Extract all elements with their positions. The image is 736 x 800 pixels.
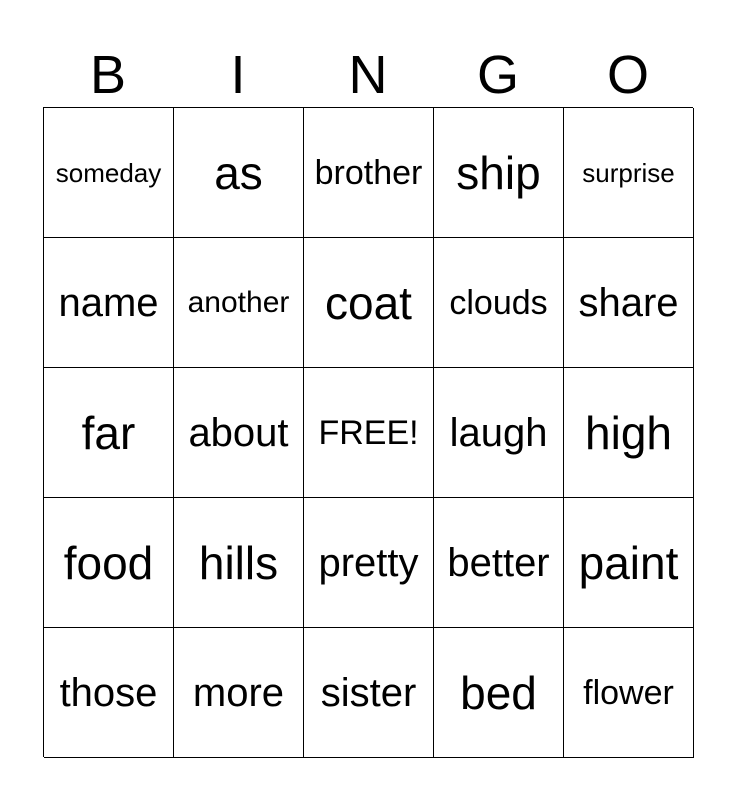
cell-word: share: [578, 280, 679, 325]
bingo-cell-r3-c2[interactable]: [174, 368, 304, 498]
header-letter-b: B: [89, 45, 127, 105]
bingo-cell-r5-c1[interactable]: [44, 628, 174, 758]
cell-word: more: [192, 670, 285, 715]
cell-word: someday: [55, 157, 162, 188]
bingo-cell-r2-c3[interactable]: [304, 238, 434, 368]
bingo-cell-r1-c1[interactable]: [44, 108, 174, 238]
cell-word: high: [585, 406, 672, 459]
cell-word: laugh: [449, 410, 548, 455]
bingo-cell-r5-c5[interactable]: [564, 628, 694, 758]
cell-word: name: [58, 280, 159, 325]
bingo-cell-r1-c4[interactable]: [434, 108, 564, 238]
bingo-cell-r2-c1[interactable]: [44, 238, 174, 368]
header-letter-n: N: [348, 45, 388, 105]
header-letter-g: G: [476, 45, 519, 105]
bingo-cell-r2-c4[interactable]: [434, 238, 564, 368]
bingo-cell-r5-c3[interactable]: [304, 628, 434, 758]
bingo-cell-r4-c1[interactable]: [44, 498, 174, 628]
cell-word: better: [447, 540, 550, 585]
cell-word: food: [63, 536, 154, 589]
cell-word: paint: [578, 536, 679, 589]
bingo-cell-r5-c2[interactable]: [174, 628, 304, 758]
bingo-cell-r2-c5[interactable]: [564, 238, 694, 368]
bingo-cell-r5-c4[interactable]: [434, 628, 564, 758]
bingo-cell-r4-c3[interactable]: [304, 498, 434, 628]
bingo-cell-r1-c2[interactable]: [174, 108, 304, 238]
cell-word: another: [187, 285, 290, 319]
bingo-cell-r4-c5[interactable]: [564, 498, 694, 628]
cell-word: coat: [325, 276, 412, 329]
bingo-cell-free[interactable]: [304, 368, 434, 498]
cell-word: far: [81, 406, 136, 459]
cell-word: brother: [314, 153, 423, 192]
header-letter-o: O: [606, 45, 649, 105]
bingo-cell-r4-c2[interactable]: [174, 498, 304, 628]
bingo-cell-r4-c4[interactable]: [434, 498, 564, 628]
bingo-cell-r3-c4[interactable]: [434, 368, 564, 498]
bingo-header: [43, 44, 693, 106]
cell-word: sister: [320, 670, 417, 715]
free-space-label: FREE!: [318, 413, 419, 452]
bingo-board: [43, 107, 693, 757]
cell-word: pretty: [318, 540, 419, 585]
bingo-cell-r1-c3[interactable]: [304, 108, 434, 238]
bingo-cell-r1-c5[interactable]: [564, 108, 694, 238]
bingo-cell-r3-c1[interactable]: [44, 368, 174, 498]
bingo-cell-r3-c5[interactable]: [564, 368, 694, 498]
cell-word: bed: [460, 666, 537, 719]
cell-word: surprise: [582, 157, 675, 188]
cell-word: those: [59, 670, 158, 715]
cell-word: clouds: [449, 283, 548, 322]
cell-word: as: [214, 146, 263, 199]
bingo-cell-r2-c2[interactable]: [174, 238, 304, 368]
cell-word: flower: [583, 673, 674, 712]
cell-word: hills: [198, 536, 279, 589]
header-letter-i: I: [230, 45, 246, 105]
cell-word: about: [188, 410, 289, 455]
cell-word: ship: [456, 146, 541, 199]
